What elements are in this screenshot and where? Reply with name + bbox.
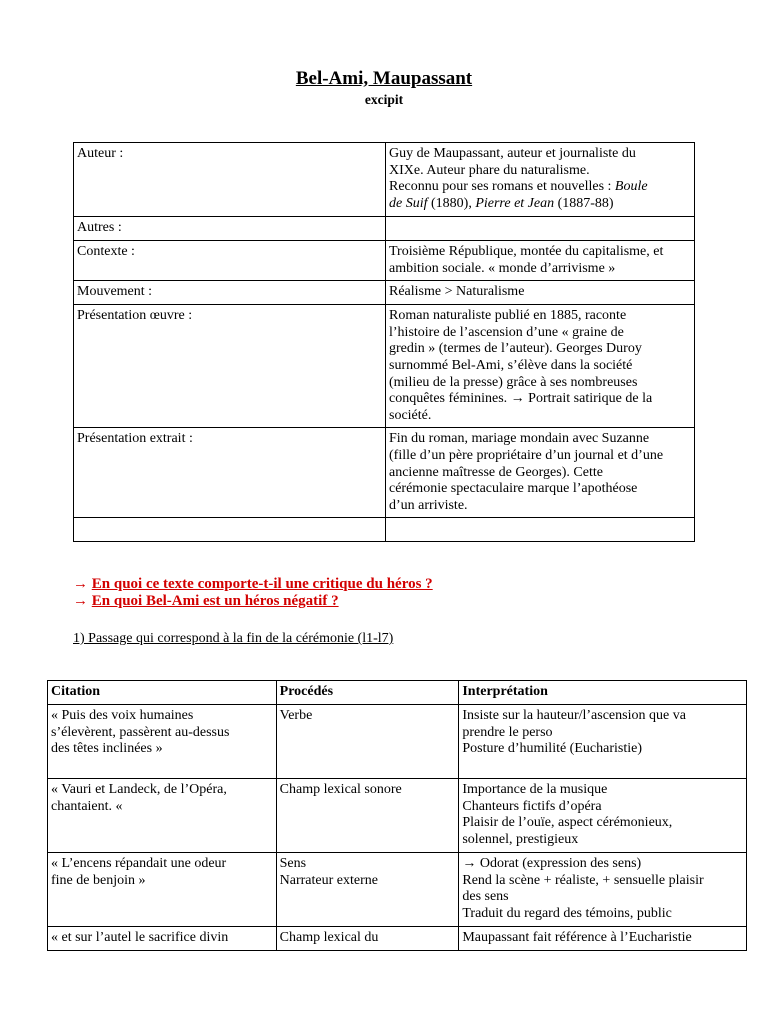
info-value [386, 428, 695, 518]
cell-line: Traduit du regard des témoins, public [462, 905, 672, 921]
info-value [386, 143, 695, 217]
cell-line: « Puis des voix humaines [51, 708, 194, 723]
info-value-line: d’un arriviste. [389, 497, 468, 513]
question-text: En quoi ce texte comporte-t-il une critique du héros ? [91, 576, 433, 592]
info-value-line: Fin du roman, mariage mondain avec Suzanne [389, 431, 650, 447]
arrow-right-icon: → [73, 576, 88, 592]
table-row [74, 143, 695, 217]
table-row [48, 705, 747, 779]
work-title: de Suif [389, 195, 428, 211]
question-1 [73, 576, 433, 593]
info-value-line: conquêtes féminines. → Portrait satirique de la [389, 391, 653, 407]
cell-line: Maupassant fait référence à l’Eucharistie [462, 930, 692, 945]
info-value-line: XIXe. Auteur phare du naturalisme. [389, 162, 590, 178]
info-value-line: Troisième République, montée du capitalisme, et [389, 244, 664, 259]
document-title: Bel-Ami, Maupassant [295, 68, 473, 89]
cell-line: Sens [279, 856, 307, 871]
info-value-line: Roman naturaliste publié en 1885, raconte [389, 308, 627, 324]
info-value [386, 241, 695, 281]
citation-cell [48, 779, 277, 853]
cell-line: → Odorat (expression des sens) [462, 856, 642, 871]
table-header-row [48, 681, 747, 705]
table-row [48, 779, 747, 853]
cell-line: s’élevèrent, passèrent au-dessus [51, 724, 230, 740]
cell-line: Narrateur externe [279, 872, 378, 888]
procedes-cell [276, 779, 459, 853]
info-value-line: Guy de Maupassant, auteur et journaliste du [389, 146, 636, 161]
problematic-questions [73, 576, 433, 610]
cell-line: Rend la scène + réaliste, + sensuelle plaisir [462, 872, 704, 888]
info-key [74, 518, 386, 542]
info-value-line: (milieu de la presse) grâce à ses nombreuses [389, 374, 638, 390]
cell-line: « Vauri et Landeck, de l’Opéra, [51, 782, 227, 797]
cell-line: chantaient. « [51, 798, 123, 814]
citation-cell [48, 705, 277, 779]
cell-line: « et sur l’autel le sacrifice divin [51, 930, 229, 945]
info-value-line: Reconnu pour ses romans et nouvelles : [389, 179, 615, 195]
interpretation-cell [459, 853, 747, 927]
question-2 [73, 593, 433, 610]
interpretation-cell [459, 705, 747, 779]
table-row [74, 241, 695, 281]
cell-line: Chanteurs fictifs d’opéra [462, 798, 602, 814]
info-value [386, 518, 695, 542]
info-key: Autres : [74, 217, 386, 241]
table-row [74, 305, 695, 428]
cell-line: des têtes inclinées » [51, 741, 163, 757]
info-value [386, 305, 695, 428]
info-value-line: l’histoire de l’ascension d’une « graine de [389, 324, 624, 340]
cell-line: prendre le perso [462, 724, 553, 740]
info-value-line: (fille d’un père propriétaire d’un journal et d’une [389, 447, 664, 463]
table-row [74, 518, 695, 542]
interpretation-cell [459, 927, 747, 951]
table-row [48, 927, 747, 951]
info-key: Contexte : [74, 241, 386, 281]
info-key: Auteur : [74, 143, 386, 217]
info-value-line: ancienne maîtresse de Georges). Cette [389, 464, 603, 480]
table-row [74, 428, 695, 518]
cell-line: Importance de la musique [462, 782, 608, 797]
info-value-line: surnommé Bel-Ami, s’élève dans la société [389, 357, 633, 373]
cell-line: Posture d’humilité (Eucharistie) [462, 741, 642, 757]
cell-line: « L’encens répandait une odeur [51, 856, 227, 871]
cell-line: Verbe [279, 708, 313, 723]
table-row [48, 853, 747, 927]
arrow-right-icon: → [73, 593, 88, 609]
work-date: (1880), [427, 195, 476, 211]
analysis-table [47, 680, 747, 951]
procedes-cell [276, 705, 459, 779]
procedes-cell [276, 853, 459, 927]
question-text: En quoi Bel-Ami est un héros négatif ? [91, 593, 339, 609]
cell-line: Insiste sur la hauteur/l’ascension que va [462, 708, 686, 723]
info-value: Réalisme > Naturalisme [386, 281, 695, 305]
info-key: Mouvement : [74, 281, 386, 305]
info-table [73, 142, 695, 542]
cell-line: des sens [462, 889, 509, 905]
info-value-line: société. [389, 407, 432, 423]
cell-line: fine de benjoin » [51, 872, 146, 888]
column-header-procedes: Procédés [276, 681, 459, 705]
info-value-line: gredin » (termes de l’auteur). Georges Duroy [389, 341, 642, 357]
info-value [386, 217, 695, 241]
work-title: Pierre et Jean [475, 195, 555, 211]
table-row [74, 217, 695, 241]
work-date: (1887-88) [554, 195, 614, 211]
cell-line: Champ lexical sonore [279, 782, 402, 797]
section-heading: 1) Passage qui correspond à la fin de la cérémonie (l1-l7) [73, 631, 394, 646]
procedes-cell [276, 927, 459, 951]
column-header-citation: Citation [48, 681, 277, 705]
work-title: Boule [614, 179, 648, 195]
table-row [74, 281, 695, 305]
interpretation-cell [459, 779, 747, 853]
cell-line: Champ lexical du [279, 930, 379, 945]
column-header-interpretation: Interprétation [459, 681, 747, 705]
cell-line: Plaisir de l’ouïe, aspect cérémonieux, [462, 815, 673, 831]
cell-line: solennel, prestigieux [462, 831, 579, 847]
document-subtitle: excipit [364, 92, 404, 107]
citation-cell [48, 927, 277, 951]
info-value-line: cérémonie spectaculaire marque l’apothéose [389, 481, 638, 497]
info-key: Présentation œuvre : [74, 305, 386, 428]
info-value-line: ambition sociale. « monde d’arrivisme » [389, 260, 616, 276]
info-key: Présentation extrait : [74, 428, 386, 518]
citation-cell [48, 853, 277, 927]
